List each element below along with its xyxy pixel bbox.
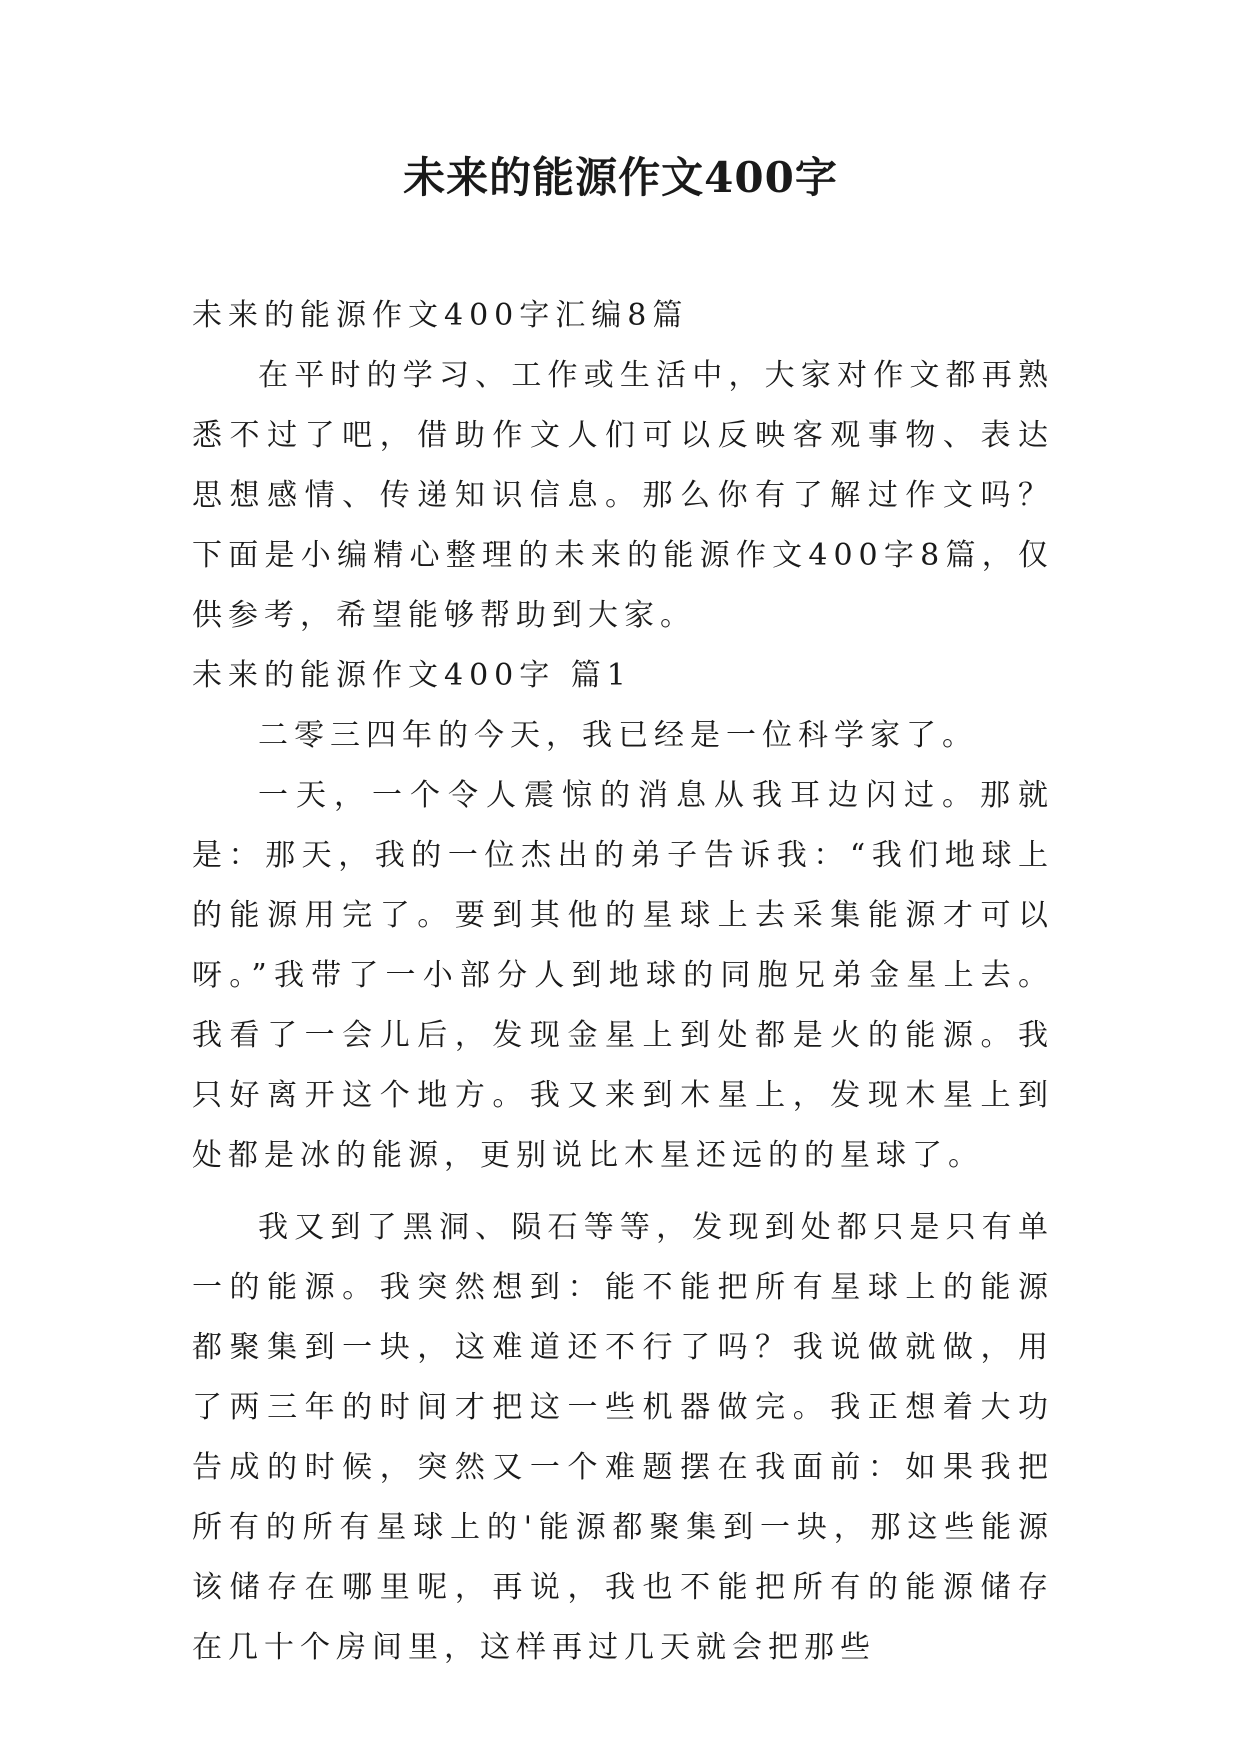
body-paragraph: 二零三四年的今天，我已经是一位科学家了。	[258, 718, 978, 753]
body-paragraph: 我又到了黑洞、陨石等等，发现到处都只是只有单一的能源。我突然想到：能不能把所有星球上的能源都聚集到一块，这难道还不行了吗？我说做就做，用了两三年的时间才把这一些机器做完。我正想着大功告成的时候，突然又一个难题摆在我面前：如果我把所有的所有星球上的'能源都聚集到一块，那这些能源该储存在哪里呢，再说，我也不能把所有的能源储存在几十个房间里，这样再过几天就会把那些	[192, 1210, 1054, 1665]
document-title: 未来的能源作文400字	[403, 153, 838, 202]
document-body	[192, 286, 1054, 1678]
essay-heading: 未来的能源作文400字 篇1	[192, 658, 632, 693]
collection-heading: 未来的能源作文400字汇编8篇	[192, 298, 689, 333]
intro-paragraph: 在平时的学习、工作或生活中，大家对作文都再熟悉不过了吧，借助作文人们可以反映客观事物、表达思想感情、传递知识信息。那么你有了解过作文吗？下面是小编精心整理的未来的能源作文400字8篇，仅供参考，希望能够帮助到大家。	[192, 358, 1054, 633]
body-paragraph: 一天，一个令人震惊的消息从我耳边闪过。那就是：那天，我的一位杰出的弟子告诉我：“我们地球上的能源用完了。要到其他的星球上去采集能源才可以呀。”我带了一小部分人到地球的同胞兄弟金星上去。我看了一会儿后，发现金星上到处都是火的能源。我只好离开这个地方。我又来到木星上，发现木星上到处都是冰的能源，更别说比木星还远的的星球了。	[192, 778, 1054, 1173]
